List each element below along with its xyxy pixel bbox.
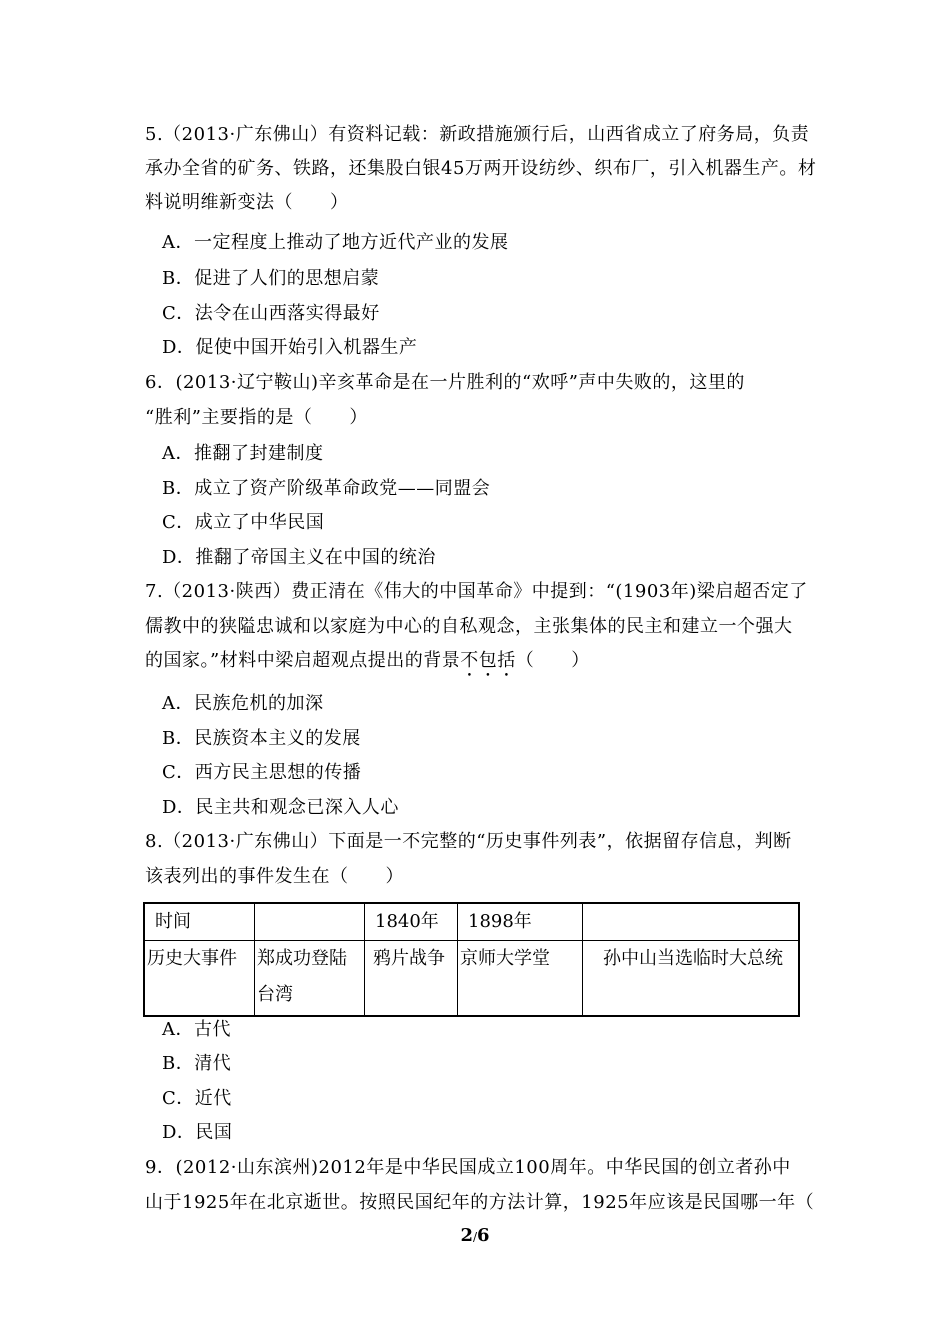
table-cell: 1898年 [458,903,583,941]
q5-option-b: B．促进了人们的思想启蒙 [162,268,380,289]
q7-line-1: 7.（2013·陕西）费正清在《伟大的中国革命》中提到：“(1903年)梁启超否定了 [145,581,808,602]
q6-option-a: A．推翻了封建制度 [162,443,324,464]
q7-option-d: D．民主共和观念已深入人心 [162,797,399,818]
q6-line-1: 6．(2013·辽宁鞍山)辛亥革命是在一片胜利的“欢呼”声中失败的，这里的 [145,372,745,393]
q5-line-3: 料说明维新变法（ ） [145,192,349,213]
table-cell: 京师大学堂 [458,941,583,1017]
q8-option-d: D．民国 [162,1122,233,1143]
table-cell: 孙中山当选临时大总统 [583,941,800,1017]
table-cell [255,903,365,941]
q8-line-2: 该表列出的事件发生在（ ） [145,866,404,887]
q6-option-d: D．推翻了帝国主义在中国的统治 [162,547,436,568]
q7-option-b: B．民族资本主义的发展 [162,728,361,749]
q6-line-2: “胜利”主要指的是（ ） [145,407,368,428]
q5-line-2: 承办全省的矿务、铁路，还集股白银45万两开设纺纱、织布厂，引入机器生产。材 [145,158,817,179]
q7-option-c: C．西方民主思想的传播 [162,762,362,783]
q8-line-1: 8.（2013·广东佛山）下面是一不完整的“历史事件列表”，依据留存信息，判断 [145,831,792,852]
q6-option-c: C．成立了中华民国 [162,512,325,533]
q9-line-1: 9．(2012·山东滨州)2012年是中华民国成立100周年。中华民国的创立者孙中 [145,1157,791,1178]
q9-line-2: 山于1925年在北京逝世。按照民国纪年的方法计算，1925年应该是民国哪一年（ [145,1192,815,1213]
table-cell [583,903,800,941]
table-cell: 1840年 [365,903,458,941]
page-separator: / [472,1230,478,1244]
q7-line-3 [145,644,590,681]
total-pages: 6 [477,1225,490,1246]
q8-option-a: A．古代 [162,1019,231,1040]
q8-option-b: B．清代 [162,1053,232,1074]
table-cell: 郑成功登陆台湾 [255,941,365,1017]
table-cell: 鸦片战争 [365,941,458,1017]
q8-option-c: C．近代 [162,1088,232,1109]
table-row [144,941,799,1017]
q5-option-c: C．法令在山西落实得最好 [162,303,380,324]
q7-emphasis-text: 不包括 [460,650,516,671]
table-cell: 时间 [144,903,255,941]
q7-line-3-text: 的国家。”材料中梁启超观点提出的背景 [145,650,461,671]
q5-option-a: A．一定程度上推动了地方近代产业的发展 [162,232,509,253]
table-row [144,903,799,941]
q5-line-1: 5.（2013·广东佛山）有资料记载：新政措施颁行后，山西省成立了府务局，负责 [145,124,810,145]
q5-option-d: D．促使中国开始引入机器生产 [162,337,418,358]
table-cell: 历史大事件 [144,941,255,1017]
history-events-table [143,902,800,1017]
q7-option-a: A．民族危机的加深 [162,693,324,714]
current-page: 2 [460,1225,473,1246]
q7-answer-blank: （ ） [515,650,590,671]
q6-option-b: B．成立了资产阶级革命政党——同盟会 [162,478,491,499]
page-number [0,1225,950,1246]
q7-line-2: 儒教中的狭隘忠诚和以家庭为中心的自私观念，主张集体的民主和建立一个强大 [145,616,793,637]
